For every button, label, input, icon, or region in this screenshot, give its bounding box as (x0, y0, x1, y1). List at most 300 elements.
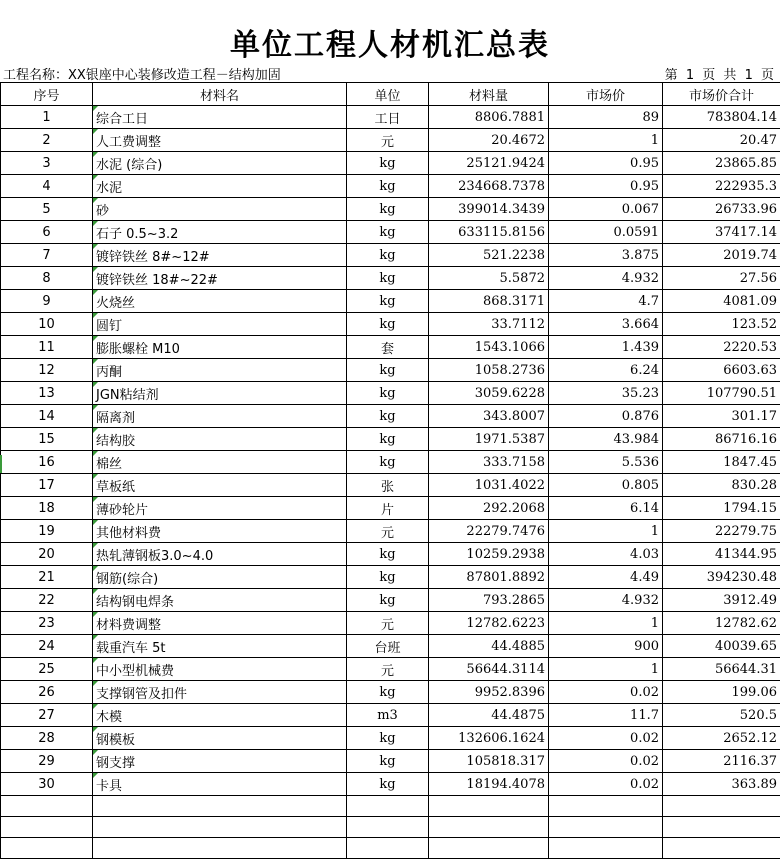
cell-name[interactable] (93, 497, 347, 520)
cell-seq[interactable]: 27 (1, 704, 93, 727)
cell-total[interactable]: 40039.65 (663, 635, 780, 658)
cell-price[interactable]: 6.24 (549, 359, 663, 382)
cell-name[interactable] (93, 267, 347, 290)
cell-qty[interactable]: 343.8007 (429, 405, 549, 428)
cell-total[interactable]: 783804.14 (663, 106, 780, 129)
cell-qty[interactable]: 793.2865 (429, 589, 549, 612)
cell-qty[interactable]: 333.7158 (429, 451, 549, 474)
cell-name[interactable] (93, 106, 347, 129)
cell-seq[interactable]: 13 (1, 382, 93, 405)
cell-price[interactable]: 0.02 (549, 750, 663, 773)
cell-total[interactable]: 222935.3 (663, 175, 780, 198)
material-name-text: 卡具 (96, 778, 123, 794)
cell-seq[interactable]: 23 (1, 612, 93, 635)
cell-total[interactable]: 107790.51 (663, 382, 780, 405)
table-row (1, 290, 780, 313)
cell-total[interactable]: 23865.85 (663, 152, 780, 175)
cell-price[interactable]: 0.805 (549, 474, 663, 497)
cell-seq[interactable]: 15 (1, 428, 93, 451)
empty-cell[interactable] (429, 838, 549, 859)
page-total: 1 (744, 68, 755, 83)
cell-name[interactable] (93, 635, 347, 658)
empty-cell[interactable] (663, 838, 780, 859)
cell-seq[interactable]: 10 (1, 313, 93, 336)
cell-name[interactable] (93, 359, 347, 382)
cell-unit[interactable]: kg (347, 175, 429, 198)
table-row (1, 681, 780, 704)
cell-price[interactable]: 1 (549, 658, 663, 681)
cell-name[interactable] (93, 313, 347, 336)
cell-seq[interactable]: 1 (1, 106, 93, 129)
cell-total[interactable]: 2019.74 (663, 244, 780, 267)
cell-name[interactable] (93, 428, 347, 451)
cell-seq[interactable]: 19 (1, 520, 93, 543)
empty-cell[interactable] (93, 796, 347, 817)
cell-name[interactable] (93, 612, 347, 635)
text-format-marker-icon (93, 566, 98, 571)
material-name-text: 结构钢电焊条 (96, 594, 175, 610)
cell-price[interactable]: 0.02 (549, 681, 663, 704)
cell-seq[interactable]: 7 (1, 244, 93, 267)
cell-unit[interactable]: kg (347, 359, 429, 382)
cell-qty[interactable]: 132606.1624 (429, 727, 549, 750)
table-header-row (1, 83, 780, 106)
cell-price[interactable]: 1 (549, 129, 663, 152)
table-row (1, 474, 780, 497)
cell-qty[interactable]: 1543.1066 (429, 336, 549, 359)
cell-price[interactable]: 0.02 (549, 773, 663, 796)
material-name-text: 镀锌铁丝 8#~12# (96, 249, 210, 265)
cell-seq[interactable]: 11 (1, 336, 93, 359)
cell-name[interactable] (93, 727, 347, 750)
material-name-text: 棉丝 (96, 456, 123, 472)
material-name-text: 薄砂轮片 (96, 502, 149, 518)
report-title: 单位工程人材机汇总表 (230, 28, 550, 63)
text-format-marker-icon (93, 750, 98, 755)
cell-price[interactable]: 4.7 (549, 290, 663, 313)
col-header-name[interactable]: 材料名 (93, 83, 347, 106)
empty-cell[interactable] (549, 838, 663, 859)
cell-qty[interactable]: 3059.6228 (429, 382, 549, 405)
cell-total[interactable]: 123.52 (663, 313, 780, 336)
cell-name[interactable] (93, 152, 347, 175)
cell-qty[interactable]: 10259.2938 (429, 543, 549, 566)
cell-name[interactable] (93, 221, 347, 244)
cell-name[interactable] (93, 198, 347, 221)
text-format-marker-icon (93, 198, 98, 203)
material-name-text: 水泥 (96, 180, 123, 196)
cell-price[interactable]: 4.932 (549, 589, 663, 612)
report-info-row (0, 62, 780, 82)
cell-name[interactable] (93, 244, 347, 267)
cell-name[interactable] (93, 589, 347, 612)
empty-cell[interactable] (347, 796, 429, 817)
text-format-marker-icon (93, 704, 98, 709)
table-row (1, 612, 780, 635)
cell-total[interactable]: 2116.37 (663, 750, 780, 773)
cell-qty[interactable]: 25121.9424 (429, 152, 549, 175)
cell-total[interactable]: 301.17 (663, 405, 780, 428)
cell-qty[interactable]: 868.3171 (429, 290, 549, 313)
page-current: 1 (685, 68, 697, 83)
empty-cell[interactable] (549, 796, 663, 817)
page-info (665, 64, 776, 83)
cell-price[interactable]: 3.875 (549, 244, 663, 267)
table-row (1, 497, 780, 520)
cell-unit[interactable]: 套 (347, 336, 429, 359)
cell-seq[interactable]: 6 (1, 221, 93, 244)
cell-unit[interactable]: 元 (347, 658, 429, 681)
table-row (1, 405, 780, 428)
table-row (1, 198, 780, 221)
cell-total[interactable]: 56644.31 (663, 658, 780, 681)
empty-cell[interactable] (429, 817, 549, 838)
cell-price[interactable]: 6.14 (549, 497, 663, 520)
cell-total[interactable]: 830.28 (663, 474, 780, 497)
table-row (1, 382, 780, 405)
material-name-text: 圆钉 (96, 318, 123, 334)
cell-name[interactable] (93, 773, 347, 796)
table-row (1, 520, 780, 543)
cell-unit[interactable]: 台班 (347, 635, 429, 658)
cell-price[interactable]: 0.876 (549, 405, 663, 428)
material-name-text: 结构胶 (96, 433, 136, 449)
cell-total[interactable]: 41344.95 (663, 543, 780, 566)
cell-seq[interactable]: 18 (1, 497, 93, 520)
table-row (1, 428, 780, 451)
text-format-marker-icon (93, 290, 98, 295)
text-format-marker-icon (93, 658, 98, 663)
col-header-total[interactable]: 市场价合计 (663, 83, 780, 106)
cell-unit[interactable]: kg (347, 313, 429, 336)
cell-name[interactable] (93, 382, 347, 405)
text-format-marker-icon (93, 520, 98, 525)
cell-unit[interactable]: 片 (347, 497, 429, 520)
cell-total[interactable]: 22279.75 (663, 520, 780, 543)
page-prefix: 第 (664, 68, 680, 83)
empty-cell[interactable] (429, 796, 549, 817)
cell-qty[interactable]: 44.4875 (429, 704, 549, 727)
cell-price[interactable]: 0.95 (549, 152, 663, 175)
table-row (1, 106, 780, 129)
cell-name[interactable] (93, 405, 347, 428)
table-row (1, 658, 780, 681)
cell-name[interactable] (93, 704, 347, 727)
cell-total[interactable]: 12782.62 (663, 612, 780, 635)
cell-name[interactable] (93, 566, 347, 589)
material-name-text: 草板纸 (96, 479, 136, 495)
cell-seq[interactable]: 21 (1, 566, 93, 589)
table-row (1, 635, 780, 658)
cell-price[interactable]: 0.0591 (549, 221, 663, 244)
page-of: 共 (723, 68, 739, 83)
cell-price[interactable]: 4.932 (549, 267, 663, 290)
cell-seq[interactable]: 14 (1, 405, 93, 428)
cell-seq[interactable]: 28 (1, 727, 93, 750)
cell-qty[interactable]: 12782.6223 (429, 612, 549, 635)
material-name-text: 石子 0.5~3.2 (96, 226, 179, 242)
table-row (1, 129, 780, 152)
cell-unit[interactable]: kg (347, 428, 429, 451)
cell-qty[interactable]: 56644.3114 (429, 658, 549, 681)
cell-total[interactable]: 520.5 (663, 704, 780, 727)
cell-name[interactable] (93, 451, 347, 474)
text-format-marker-icon (93, 244, 98, 249)
cell-price[interactable]: 4.03 (549, 543, 663, 566)
text-format-marker-icon (93, 428, 98, 433)
table-row (1, 359, 780, 382)
cell-seq[interactable]: 4 (1, 175, 93, 198)
empty-row (1, 838, 780, 859)
empty-row (1, 817, 780, 838)
cell-unit[interactable]: kg (347, 244, 429, 267)
cell-name[interactable] (93, 474, 347, 497)
empty-cell[interactable] (663, 796, 780, 817)
material-name-text: 热轧薄钢板3.0~4.0 (96, 548, 214, 564)
cell-qty[interactable]: 87801.8892 (429, 566, 549, 589)
cell-price[interactable]: 0.02 (549, 727, 663, 750)
material-name-text: 水泥 (综合) (96, 157, 163, 173)
cell-seq[interactable]: 16 (1, 451, 93, 474)
table-row (1, 175, 780, 198)
table-row (1, 336, 780, 359)
cell-seq[interactable]: 25 (1, 658, 93, 681)
empty-cell[interactable] (1, 796, 93, 817)
cell-price[interactable]: 11.7 (549, 704, 663, 727)
project-name: 工程名称：XX银座中心装修改造工程－结构加固 (3, 68, 281, 83)
cell-qty[interactable]: 5.5872 (429, 267, 549, 290)
cell-seq[interactable]: 12 (1, 359, 93, 382)
material-name-text: 钢模板 (96, 732, 136, 748)
material-name-text: 隔离剂 (96, 410, 136, 426)
material-name-text: 火烧丝 (96, 295, 136, 311)
text-format-marker-icon (93, 451, 98, 456)
cell-name[interactable] (93, 520, 347, 543)
cell-total[interactable]: 199.06 (663, 681, 780, 704)
cell-qty[interactable]: 399014.3439 (429, 198, 549, 221)
cell-unit[interactable]: kg (347, 566, 429, 589)
cell-qty[interactable]: 22279.7476 (429, 520, 549, 543)
empty-row (1, 796, 780, 817)
cell-qty[interactable]: 1971.5387 (429, 428, 549, 451)
cell-seq[interactable]: 29 (1, 750, 93, 773)
text-format-marker-icon (93, 336, 98, 341)
cell-name[interactable] (93, 290, 347, 313)
table-row (1, 750, 780, 773)
cell-seq[interactable]: 22 (1, 589, 93, 612)
cell-qty[interactable]: 18194.4078 (429, 773, 549, 796)
empty-cell[interactable] (1, 838, 93, 859)
table-row (1, 451, 780, 474)
text-format-marker-icon (93, 543, 98, 548)
cell-total[interactable]: 6603.63 (663, 359, 780, 382)
cell-name[interactable] (93, 175, 347, 198)
cell-unit[interactable]: kg (347, 750, 429, 773)
cell-unit[interactable]: m3 (347, 704, 429, 727)
cell-seq[interactable]: 8 (1, 267, 93, 290)
col-header-qty[interactable]: 材料量 (429, 83, 549, 106)
cell-qty[interactable]: 44.4885 (429, 635, 549, 658)
cell-total[interactable]: 86716.16 (663, 428, 780, 451)
cell-unit[interactable]: kg (347, 267, 429, 290)
cell-qty[interactable]: 1031.4022 (429, 474, 549, 497)
cell-seq[interactable]: 30 (1, 773, 93, 796)
cell-unit[interactable]: kg (347, 727, 429, 750)
empty-cell[interactable] (1, 817, 93, 838)
cell-price[interactable]: 35.23 (549, 382, 663, 405)
text-format-marker-icon (93, 267, 98, 272)
text-format-marker-icon (93, 773, 98, 778)
material-name-text: 丙酮 (96, 364, 123, 380)
cell-name[interactable] (93, 336, 347, 359)
cell-unit[interactable]: 工日 (347, 106, 429, 129)
text-format-marker-icon (93, 152, 98, 157)
table-row (1, 704, 780, 727)
cell-name[interactable] (93, 750, 347, 773)
cell-price[interactable]: 1 (549, 612, 663, 635)
cell-total[interactable]: 1847.45 (663, 451, 780, 474)
material-name-text: 材料费调整 (96, 617, 162, 633)
cell-price[interactable]: 4.49 (549, 566, 663, 589)
cell-price[interactable]: 0.067 (549, 198, 663, 221)
cell-total[interactable]: 3912.49 (663, 589, 780, 612)
cell-seq[interactable]: 20 (1, 543, 93, 566)
cell-total[interactable]: 2652.12 (663, 727, 780, 750)
cell-name[interactable] (93, 658, 347, 681)
cell-unit[interactable]: kg (347, 405, 429, 428)
material-name-text: 砂 (96, 203, 110, 219)
text-format-marker-icon (93, 175, 98, 180)
material-name-text: 钢筋(综合) (96, 571, 159, 587)
cell-unit[interactable]: kg (347, 152, 429, 175)
cell-seq[interactable]: 9 (1, 290, 93, 313)
cell-total[interactable]: 363.89 (663, 773, 780, 796)
cell-price[interactable]: 43.984 (549, 428, 663, 451)
cell-name[interactable] (93, 681, 347, 704)
cell-price[interactable]: 0.95 (549, 175, 663, 198)
text-format-marker-icon (93, 612, 98, 617)
material-name-text: JGN粘结剂 (96, 387, 159, 403)
cell-total[interactable]: 1794.15 (663, 497, 780, 520)
cell-unit[interactable]: kg (347, 290, 429, 313)
cell-unit[interactable]: 元 (347, 129, 429, 152)
cell-seq[interactable]: 2 (1, 129, 93, 152)
text-format-marker-icon (93, 635, 98, 640)
empty-cell[interactable] (347, 817, 429, 838)
empty-cell[interactable] (347, 838, 429, 859)
cell-qty[interactable]: 1058.2736 (429, 359, 549, 382)
cell-unit[interactable]: kg (347, 773, 429, 796)
cell-seq[interactable]: 24 (1, 635, 93, 658)
table-body (1, 106, 780, 859)
table-row (1, 152, 780, 175)
cell-price[interactable]: 5.536 (549, 451, 663, 474)
row-edge-marker (0, 455, 2, 473)
cell-unit[interactable]: kg (347, 681, 429, 704)
page-suffix: 页 (760, 68, 776, 83)
col-header-price[interactable]: 市场价 (549, 83, 663, 106)
cell-price[interactable]: 900 (549, 635, 663, 658)
materials-table (0, 82, 780, 859)
cell-unit[interactable]: kg (347, 382, 429, 405)
empty-cell[interactable] (663, 817, 780, 838)
cell-qty[interactable]: 105818.317 (429, 750, 549, 773)
text-format-marker-icon (93, 313, 98, 318)
cell-seq[interactable]: 26 (1, 681, 93, 704)
page-mid: 页 (702, 68, 718, 83)
cell-qty[interactable]: 234668.7378 (429, 175, 549, 198)
text-format-marker-icon (93, 497, 98, 502)
cell-qty[interactable]: 633115.8156 (429, 221, 549, 244)
cell-unit[interactable]: kg (347, 221, 429, 244)
cell-unit[interactable]: 元 (347, 520, 429, 543)
cell-name[interactable] (93, 543, 347, 566)
cell-unit[interactable]: kg (347, 451, 429, 474)
col-header-unit[interactable]: 单位 (347, 83, 429, 106)
empty-cell[interactable] (93, 838, 347, 859)
table-row (1, 267, 780, 290)
material-name-text: 载重汽车 5t (96, 640, 166, 656)
cell-total[interactable]: 394230.48 (663, 566, 780, 589)
table-row (1, 773, 780, 796)
cell-qty[interactable]: 9952.8396 (429, 681, 549, 704)
cell-unit[interactable]: 张 (347, 474, 429, 497)
empty-cell[interactable] (93, 817, 347, 838)
text-format-marker-icon (93, 474, 98, 479)
cell-seq[interactable]: 5 (1, 198, 93, 221)
table-row (1, 589, 780, 612)
cell-total[interactable]: 27.56 (663, 267, 780, 290)
table-row (1, 727, 780, 750)
cell-qty[interactable]: 20.4672 (429, 129, 549, 152)
cell-total[interactable]: 4081.09 (663, 290, 780, 313)
cell-seq[interactable]: 3 (1, 152, 93, 175)
text-format-marker-icon (93, 382, 98, 387)
material-name-text: 钢支撑 (96, 755, 136, 771)
text-format-marker-icon (93, 727, 98, 732)
cell-qty[interactable]: 33.7112 (429, 313, 549, 336)
cell-qty[interactable]: 292.2068 (429, 497, 549, 520)
cell-qty[interactable]: 8806.7881 (429, 106, 549, 129)
cell-name[interactable] (93, 129, 347, 152)
cell-unit[interactable]: 元 (347, 612, 429, 635)
text-format-marker-icon (93, 681, 98, 686)
table-row (1, 566, 780, 589)
cell-total[interactable]: 37417.14 (663, 221, 780, 244)
material-name-text: 其他材料费 (96, 525, 162, 541)
cell-price[interactable]: 89 (549, 106, 663, 129)
cell-unit[interactable]: kg (347, 198, 429, 221)
text-format-marker-icon (93, 589, 98, 594)
cell-price[interactable]: 3.664 (549, 313, 663, 336)
text-format-marker-icon (93, 359, 98, 364)
text-format-marker-icon (93, 405, 98, 410)
col-header-seq[interactable]: 序号 (1, 83, 93, 106)
cell-total[interactable]: 26733.96 (663, 198, 780, 221)
cell-seq[interactable]: 17 (1, 474, 93, 497)
cell-total[interactable]: 20.47 (663, 129, 780, 152)
cell-price[interactable]: 1.439 (549, 336, 663, 359)
cell-qty[interactable]: 521.2238 (429, 244, 549, 267)
cell-unit[interactable]: kg (347, 589, 429, 612)
cell-unit[interactable]: kg (347, 543, 429, 566)
empty-cell[interactable] (549, 817, 663, 838)
material-name-text: 综合工日 (96, 111, 149, 127)
cell-price[interactable]: 1 (549, 520, 663, 543)
cell-total[interactable]: 2220.53 (663, 336, 780, 359)
material-name-text: 膨胀螺栓 M10 (96, 341, 180, 357)
text-format-marker-icon (93, 221, 98, 226)
